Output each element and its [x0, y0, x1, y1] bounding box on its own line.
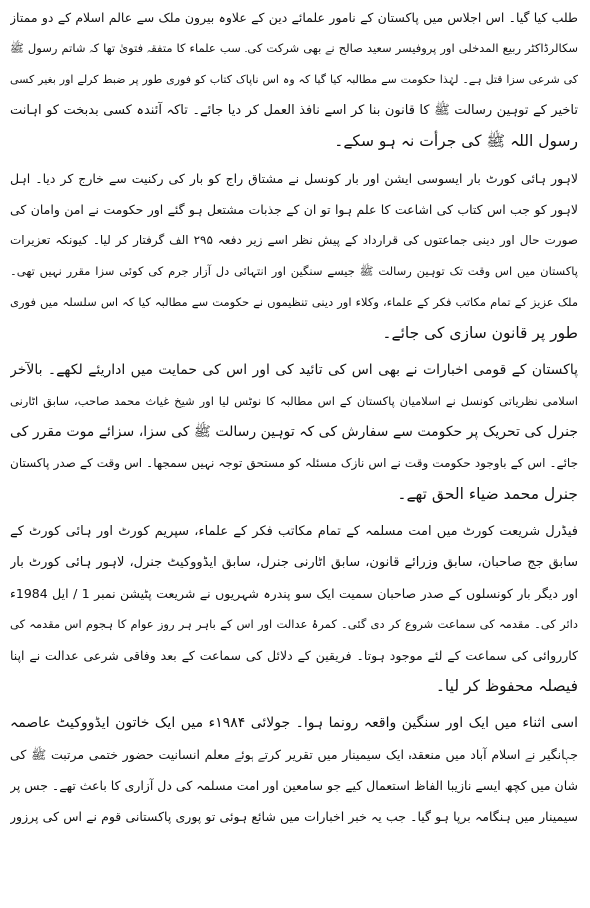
- text-line: سیمینار میں ہنگامہ برپا ہو گیا۔ جب یہ خبر اخبارات میں شائع ہوئی تو پوری پاکستانی قوم نے اس کی پرزور: [10, 809, 578, 824]
- text-line: اسی اثناء میں ایک اور سنگین واقعہ رونما ہوا۔ جولائی ۱۹۸۴ء میں ایک خاتون ایڈووکیٹ عاصمہ: [10, 715, 578, 731]
- paragraph-3: [10, 355, 578, 510]
- text-line: جنرل کی تحریک پر حکومت سے سفارش کی کہ توہین رسالت ﷺ کی سزا، سزائے موت مقرر کی: [10, 424, 578, 440]
- text-line: رسول اللہ ﷺ کی جرأت نہ ہو سکے۔: [334, 132, 578, 150]
- paragraph-5: [10, 708, 578, 832]
- text-line: جہانگیر نے اسلام آباد میں منعقدہ ایک سیمینار میں تقریر کرتے ہوئے معلم انسانیت حضور ختمی مرتبت ﷺ کی: [10, 747, 578, 762]
- text-line: اور دیگر بار کونسلوں کے صدر صاحبان سمیت ایک سو پندرہ شہریوں نے شریعت پٹیشن نمبر 1 / ایل 1984ء: [10, 586, 578, 601]
- text-line: جنرل محمد ضیاء الحق تھے۔: [397, 485, 578, 503]
- paragraph-1: [10, 2, 578, 157]
- text-line: تاخیر کے توہین رسالت ﷺ کا قانون بنا کر اسے نافذ العمل کر دیا جائے۔ تاکہ آئندہ کسی بدبخت کو اہانت: [10, 103, 578, 118]
- text-line: سکالرڈاکٹر ربیع المدخلی اور پروفیسر سعید صالح نے بھی شرکت کی۔ سب علماء کا متفقہ فتویٰ تھا کہ شاتم رسول ﷺ: [10, 41, 578, 55]
- text-line: دائر کی۔ مقدمہ کی سماعت شروع کر دی گئی۔ کمرۂ عدالت اور اس کے باہر ہر روز عوام کا ہجوم اس مقدمہ کی: [10, 617, 578, 631]
- text-line: کی شرعی سزا قتل ہے۔ لہٰذا حکومت سے مطالبہ کیا گیا کہ وہ اس ناپاک کتاب کو فوری طور پر ضبط کرلے اور بغیر کسی: [10, 73, 578, 86]
- text-line: جائے۔ اس کے باوجود حکومت وقت نے اس نازک مسئلہ کو مستحق توجہ نہیں سمجھا۔ اس وقت کے صدر پاکستان: [10, 456, 578, 470]
- text-line: طلب کیا گیا۔ اس اجلاس میں پاکستان کے نامور علمائے دین کے علاوہ بیرون ملک سے عالم اسلام کے دو ممتاز: [10, 10, 578, 25]
- text-line: لاہور کو جب اس کتاب کی اشاعت کا علم ہوا تو ان کے جذبات مشتعل ہو گئے اور حکومت نے امن وامان کی: [10, 202, 578, 217]
- text-line: طور پر قانون سازی کی جائے۔: [382, 324, 578, 342]
- text-line: سابق جج صاحبان، سابق وزرائے قانون، سابق اٹارنی جنرل، سابق ایڈووکیٹ جنرل، لاہور ہائی کورٹ بار: [10, 555, 578, 570]
- text-line: کارروائی کی سماعت کے لئے موجود ہوتا۔ فریقین کے دلائل کی سماعت کے بعد وفاقی شرعی عدالت نے اپنا: [10, 648, 578, 663]
- text-line: فیصلہ محفوظ کر لیا۔: [435, 677, 578, 695]
- text-line: اسلامی نظریاتی کونسل نے اسلامیان پاکستان کے اس مطالبہ کا نوٹس لیا اور شیخ غیاث محمد صاحب، سابق اٹارنی: [10, 394, 578, 408]
- paragraph-4: [10, 516, 578, 702]
- text-line: ملک عزیز کے تمام مکاتب فکر کے علماء، وکلاء اور دینی تنظیموں نے حکومت سے مطالبہ کیا کہ اس سلسلہ میں فوری: [10, 295, 578, 309]
- text-line: پاکستان کے قومی اخبارات نے بھی اس کی تائید کی اور اس کی حمایت میں اداریئے لکھے۔ بالآخر: [10, 362, 578, 378]
- text-line: لاہور ہائی کورٹ بار ایسوسی ایشن اور بار کونسل نے مشتاق راج کو بار کی رکنیت سے خارج کر دیا۔ اہل: [10, 171, 578, 186]
- paragraph-2: [10, 163, 578, 349]
- text-line: فیڈرل شریعت کورٹ میں امت مسلمہ کے تمام مکاتب فکر کے علماء، سپریم کورٹ اور ہائی کورٹ کے: [10, 524, 578, 539]
- text-line: پاکستان میں اس وقت تک توہین رسالت ﷺ جیسے سنگین اور انتہائی دل آزار جرم کی کوئی سزا مقرر نہیں تھی۔: [10, 264, 578, 278]
- text-line: صورت حال اور دینی جماعتوں کی قرارداد کے پیش نظر اسے زیر دفعہ ۲۹۵ الف گرفتار کر لیا۔ کیونکہ تعزیرات: [10, 233, 578, 247]
- text-line: شان میں کچھ ایسے نازیبا الفاظ استعمال کیے جو سامعین اور امت مسلمہ کی دل آزاری کا باعث تھے۔ جس پر: [10, 778, 578, 793]
